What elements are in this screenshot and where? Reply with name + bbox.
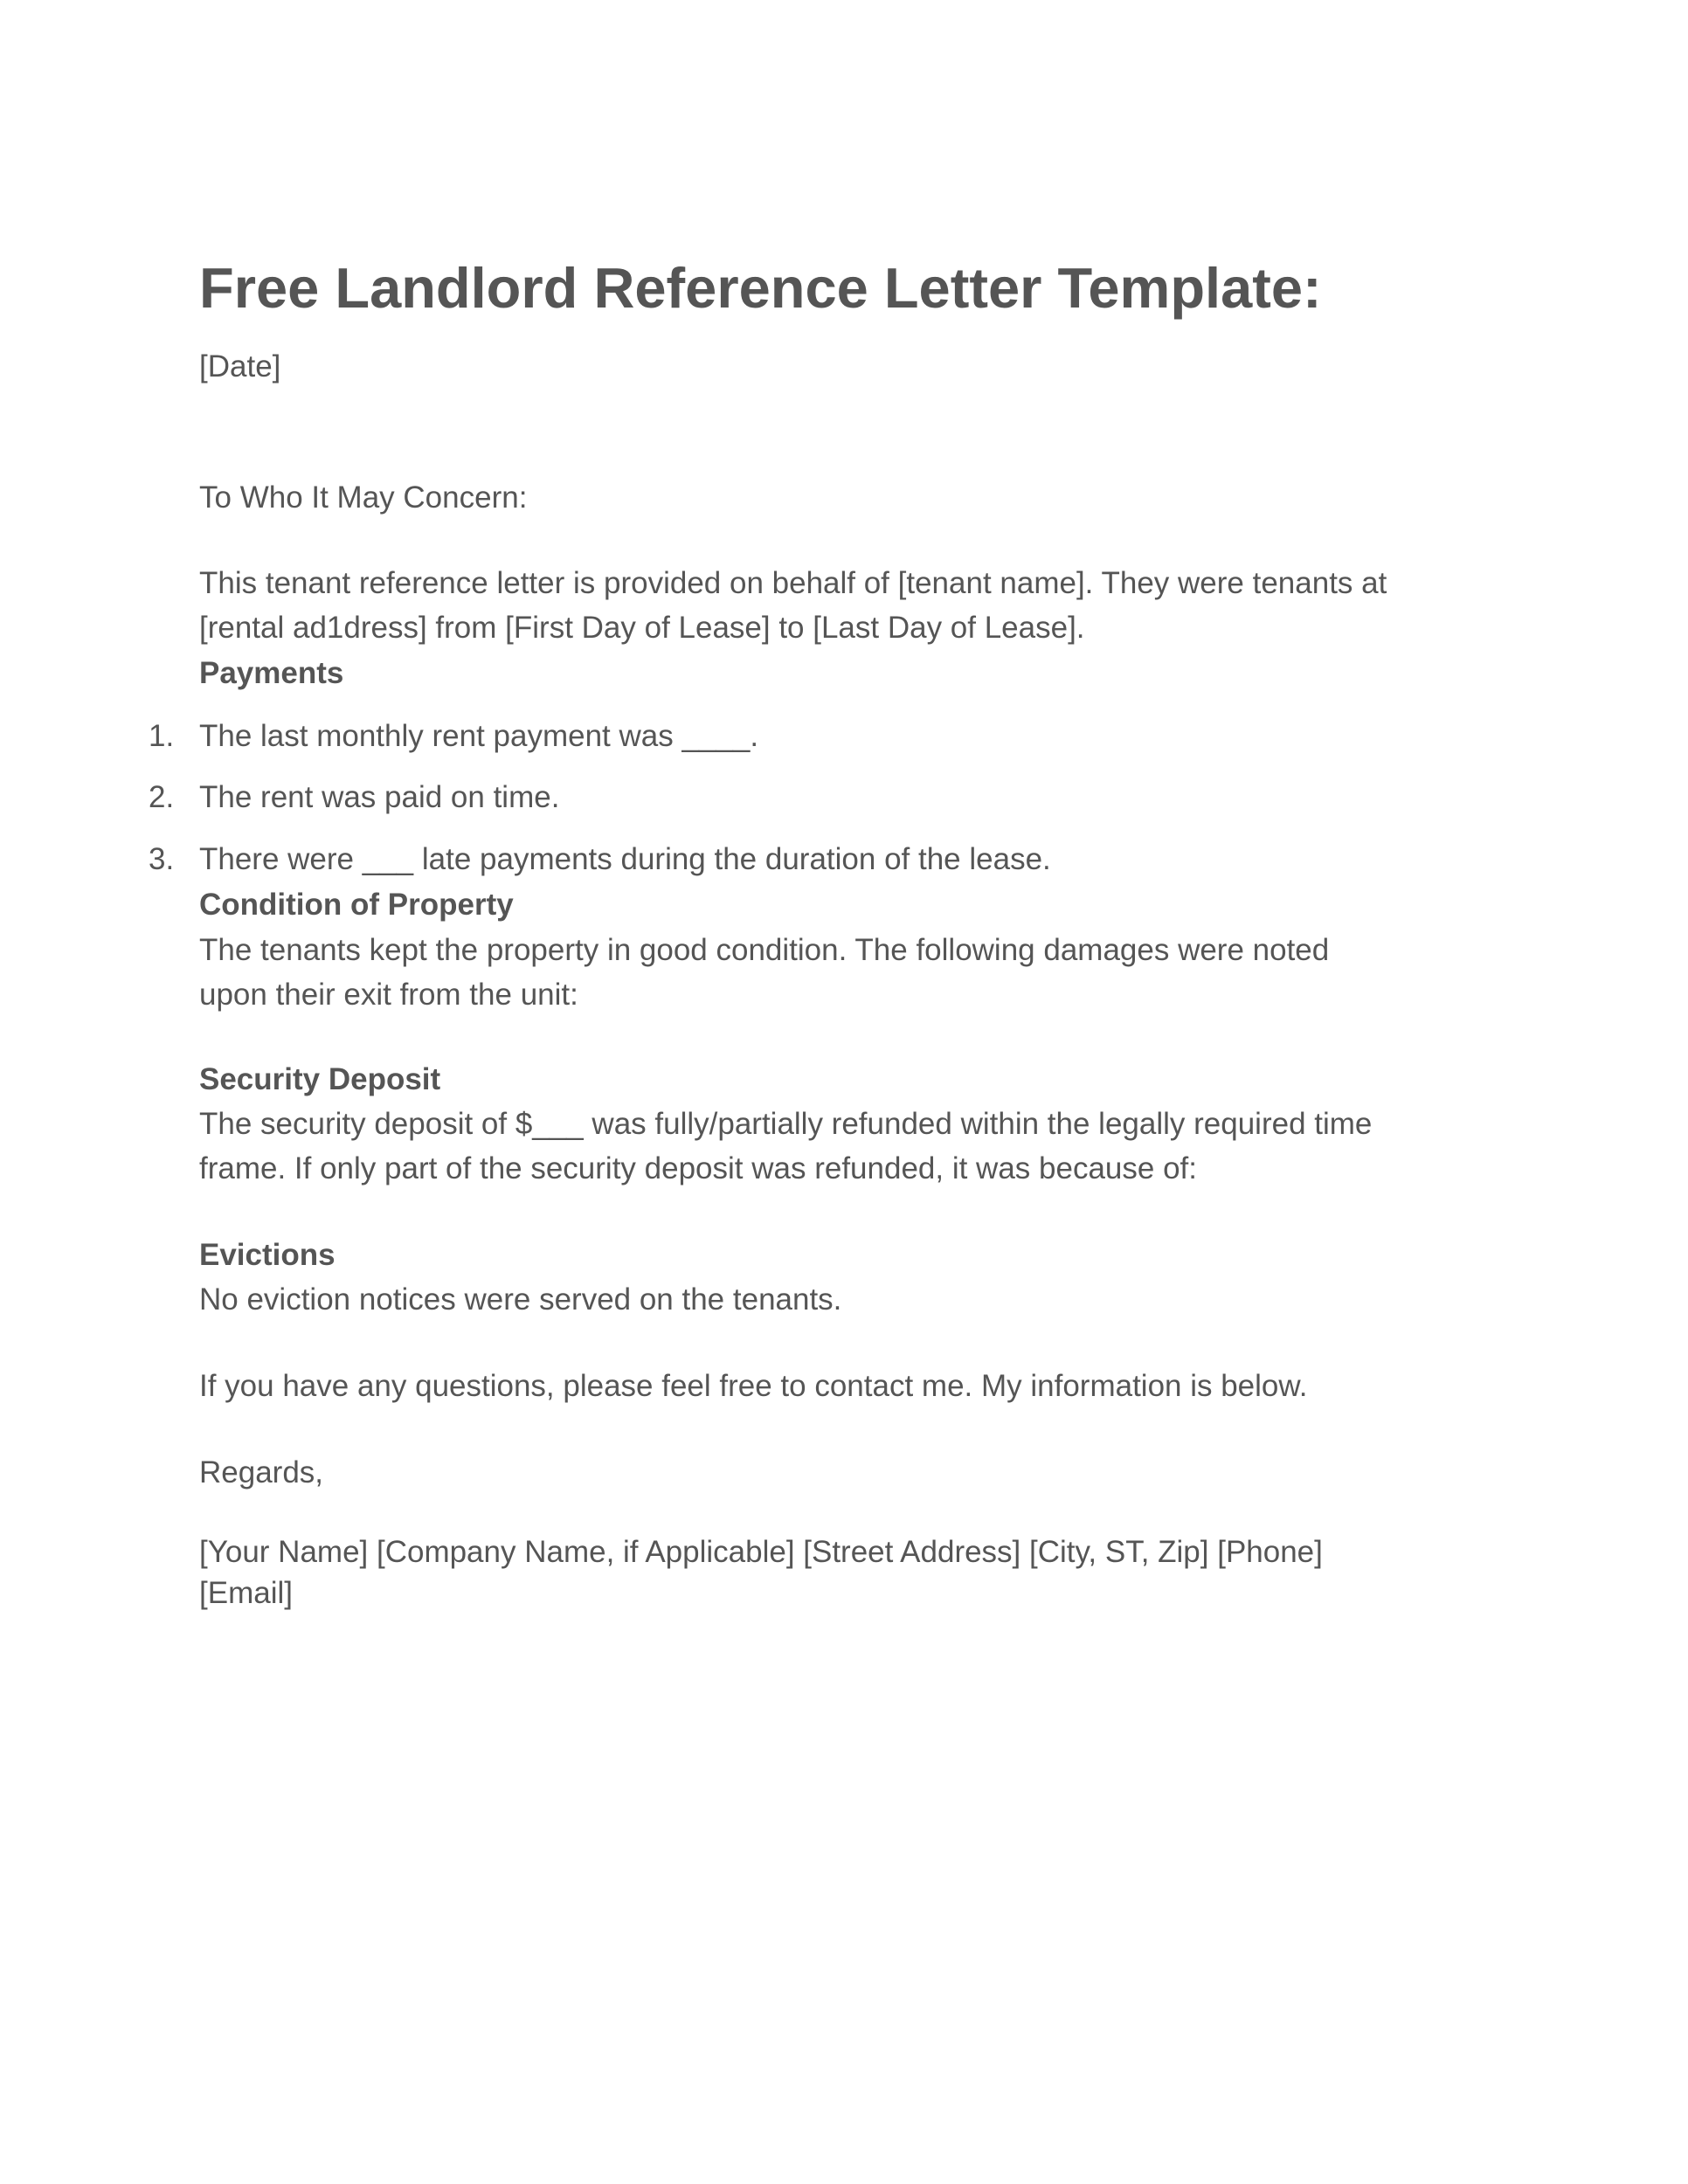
page-title: Free Landlord Reference Letter Template: xyxy=(199,256,1322,320)
intro-line-2: [rental ad1dress] from [First Day of Lease] to [Last Day of Lease]. xyxy=(199,611,1085,645)
deposit-heading: Security Deposit xyxy=(199,1062,441,1096)
deposit-line-2: frame. If only part of the security deposit was refunded, it was because of: xyxy=(199,1151,1197,1185)
list-item: The last monthly rent payment was ____. xyxy=(199,719,759,753)
closing-text: If you have any questions, please feel free to contact me. My information is below. xyxy=(199,1369,1308,1403)
condition-line-1: The tenants kept the property in good condition. The following damages were noted xyxy=(199,933,1330,967)
signature-line-1: [Your Name] [Company Name, if Applicable] [Street Address] [City, ST, Zip] [Phone] xyxy=(199,1535,1323,1569)
list-item: There were ___ late payments during the duration of the lease. xyxy=(199,842,1051,876)
list-number: 3. xyxy=(149,842,175,876)
signature-line-2: [Email] xyxy=(199,1576,293,1610)
condition-line-2: upon their exit from the unit: xyxy=(199,978,578,1012)
condition-heading: Condition of Property xyxy=(199,888,514,922)
regards: Regards, xyxy=(199,1455,324,1489)
list-item: The rent was paid on time. xyxy=(199,780,560,814)
list-number: 2. xyxy=(149,780,175,814)
date-placeholder: [Date] xyxy=(199,349,281,384)
deposit-line-1: The security deposit of $___ was fully/partially refunded within the legally required time xyxy=(199,1107,1373,1141)
list-number: 1. xyxy=(149,719,175,753)
evictions-heading: Evictions xyxy=(199,1238,336,1272)
payments-heading: Payments xyxy=(199,656,344,690)
intro-line-1: This tenant reference letter is provided on behalf of [tenant name]. They were tenants at xyxy=(199,566,1387,600)
evictions-text: No eviction notices were served on the tenants. xyxy=(199,1282,842,1317)
salutation: To Who It May Concern: xyxy=(199,480,528,515)
